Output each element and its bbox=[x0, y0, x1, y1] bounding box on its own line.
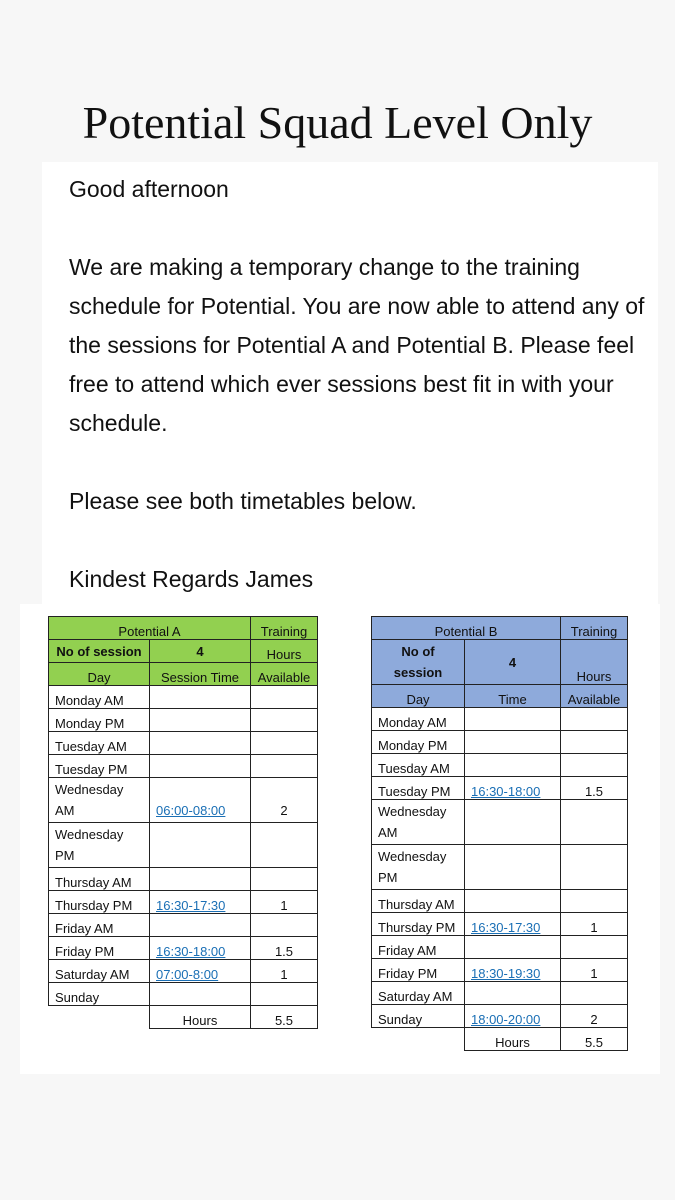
hours-cell bbox=[251, 914, 318, 937]
total-hours-label: Hours bbox=[150, 1006, 251, 1029]
session-time-cell bbox=[465, 754, 561, 777]
sessions-label: No of session bbox=[372, 640, 465, 685]
greeting-text: Good afternoon bbox=[69, 176, 229, 202]
day-cell: Saturday AM bbox=[372, 982, 465, 1005]
table-row bbox=[49, 778, 318, 823]
hours-cell bbox=[561, 754, 628, 777]
session-time-cell bbox=[465, 777, 561, 800]
session-time-cell bbox=[465, 890, 561, 913]
session-time-link[interactable]: 18:00-20:00 bbox=[471, 1012, 541, 1027]
table-row bbox=[49, 891, 318, 914]
day-cell: Friday AM bbox=[372, 936, 465, 959]
hours-cell bbox=[251, 823, 318, 868]
day-cell: Monday AM bbox=[372, 708, 465, 731]
session-time-cell bbox=[150, 778, 251, 823]
session-time-cell bbox=[150, 755, 251, 778]
day-cell: Sunday bbox=[372, 1005, 465, 1028]
col-day: Day bbox=[49, 663, 150, 686]
col-time: Session Time bbox=[150, 663, 251, 686]
day-cell: Tuesday AM bbox=[372, 754, 465, 777]
table-row bbox=[372, 982, 628, 1005]
hours-cell bbox=[561, 731, 628, 754]
day-cell: Sunday bbox=[49, 983, 150, 1006]
hours-cell: 1 bbox=[251, 960, 318, 983]
day-cell: Friday AM bbox=[49, 914, 150, 937]
training-label: Training bbox=[251, 617, 318, 640]
table-row bbox=[49, 983, 318, 1006]
session-time-cell bbox=[150, 891, 251, 914]
hours-cell: 2 bbox=[561, 1005, 628, 1028]
table-row bbox=[372, 913, 628, 936]
table-row bbox=[49, 823, 318, 868]
session-time-link[interactable]: 07:00-8:00 bbox=[156, 967, 219, 982]
day-cell: Thursday AM bbox=[372, 890, 465, 913]
session-time-link[interactable]: 18:30-19:30 bbox=[471, 966, 541, 981]
sessions-value: 4 bbox=[150, 640, 251, 663]
message-body: We are making a temporary change to the training schedule for Potential. You are now able to attend any of the sessions for Potential A and Potential B. Please feel free to attend which ever sessions best fit in with your schedule. bbox=[69, 254, 645, 436]
hours-label: Hours bbox=[561, 640, 628, 685]
table-row bbox=[49, 937, 318, 960]
session-time-cell bbox=[150, 937, 251, 960]
hours-cell: 2 bbox=[251, 778, 318, 823]
training-label: Training bbox=[561, 617, 628, 640]
timetable-note: Please see both timetables below. bbox=[69, 488, 417, 514]
col-time: Time bbox=[465, 685, 561, 708]
hours-cell bbox=[561, 800, 628, 845]
sessions-label: No of session bbox=[49, 640, 150, 663]
hours-cell: 1 bbox=[561, 913, 628, 936]
day-cell: Thursday PM bbox=[372, 913, 465, 936]
session-time-cell bbox=[465, 913, 561, 936]
day-cell: Monday PM bbox=[372, 731, 465, 754]
table-row bbox=[372, 777, 628, 800]
potential-b-timetable bbox=[371, 616, 628, 1051]
day-cell: Wednesday AM bbox=[49, 778, 150, 823]
table-row bbox=[372, 959, 628, 982]
session-time-cell bbox=[465, 731, 561, 754]
day-cell: Monday PM bbox=[49, 709, 150, 732]
session-time-link[interactable]: 06:00-08:00 bbox=[156, 803, 226, 818]
hours-cell bbox=[251, 709, 318, 732]
hours-cell bbox=[561, 845, 628, 890]
day-cell: Tuesday PM bbox=[372, 777, 465, 800]
day-cell: Saturday AM bbox=[49, 960, 150, 983]
session-time-cell bbox=[465, 936, 561, 959]
table-row bbox=[372, 845, 628, 890]
table-row bbox=[49, 868, 318, 891]
session-time-cell bbox=[150, 868, 251, 891]
col-available: Available bbox=[561, 685, 628, 708]
session-time-cell bbox=[465, 959, 561, 982]
session-time-cell bbox=[465, 708, 561, 731]
hours-cell: 1.5 bbox=[561, 777, 628, 800]
day-cell: Friday PM bbox=[372, 959, 465, 982]
table-row bbox=[49, 686, 318, 709]
session-time-cell bbox=[465, 982, 561, 1005]
hours-cell: 1 bbox=[561, 959, 628, 982]
table-row bbox=[372, 1005, 628, 1028]
day-cell: Monday AM bbox=[49, 686, 150, 709]
session-time-cell bbox=[150, 960, 251, 983]
day-cell: Wednesday PM bbox=[49, 823, 150, 868]
potential-a-name: Potential A bbox=[49, 617, 251, 640]
hours-cell bbox=[561, 936, 628, 959]
total-hours-value: 5.5 bbox=[251, 1006, 318, 1029]
table-row bbox=[372, 800, 628, 845]
table-row bbox=[49, 960, 318, 983]
session-time-link[interactable]: 16:30-18:00 bbox=[471, 784, 541, 799]
table-row bbox=[49, 709, 318, 732]
hours-cell bbox=[561, 890, 628, 913]
session-time-cell bbox=[150, 823, 251, 868]
table-row bbox=[372, 731, 628, 754]
hours-label: Hours bbox=[251, 640, 318, 663]
session-time-link[interactable]: 16:30-17:30 bbox=[471, 920, 541, 935]
session-time-link[interactable]: 16:30-18:00 bbox=[156, 944, 226, 959]
session-time-cell bbox=[150, 732, 251, 755]
day-cell: Thursday PM bbox=[49, 891, 150, 914]
hours-cell bbox=[251, 755, 318, 778]
hours-cell bbox=[251, 868, 318, 891]
table-row bbox=[49, 914, 318, 937]
day-cell: Wednesday AM bbox=[372, 800, 465, 845]
table-row bbox=[49, 755, 318, 778]
table-row bbox=[372, 936, 628, 959]
table-row bbox=[49, 732, 318, 755]
session-time-cell bbox=[465, 1005, 561, 1028]
col-day: Day bbox=[372, 685, 465, 708]
potential-a-timetable bbox=[48, 616, 318, 1029]
session-time-cell bbox=[150, 914, 251, 937]
hours-cell bbox=[251, 732, 318, 755]
hours-cell: 1.5 bbox=[251, 937, 318, 960]
hours-cell bbox=[251, 686, 318, 709]
day-cell: Tuesday PM bbox=[49, 755, 150, 778]
total-hours-value: 5.5 bbox=[561, 1028, 628, 1051]
sessions-value: 4 bbox=[465, 640, 561, 685]
session-time-link[interactable]: 16:30-17:30 bbox=[156, 898, 226, 913]
day-cell: Tuesday AM bbox=[49, 732, 150, 755]
table-row bbox=[372, 754, 628, 777]
total-hours-label: Hours bbox=[465, 1028, 561, 1051]
table-row bbox=[372, 708, 628, 731]
signoff-text: Kindest Regards James bbox=[69, 566, 314, 592]
potential-b-name: Potential B bbox=[372, 617, 561, 640]
hours-cell bbox=[251, 983, 318, 1006]
hours-cell: 1 bbox=[251, 891, 318, 914]
day-cell: Thursday AM bbox=[49, 868, 150, 891]
session-time-cell bbox=[465, 845, 561, 890]
hours-cell bbox=[561, 708, 628, 731]
day-cell: Friday PM bbox=[49, 937, 150, 960]
session-time-cell bbox=[465, 800, 561, 845]
page-title: Potential Squad Level Only bbox=[82, 97, 593, 148]
hours-cell bbox=[561, 982, 628, 1005]
col-available: Available bbox=[251, 663, 318, 686]
session-time-cell bbox=[150, 983, 251, 1006]
session-time-cell bbox=[150, 686, 251, 709]
session-time-cell bbox=[150, 709, 251, 732]
table-row bbox=[372, 890, 628, 913]
day-cell: Wednesday PM bbox=[372, 845, 465, 890]
